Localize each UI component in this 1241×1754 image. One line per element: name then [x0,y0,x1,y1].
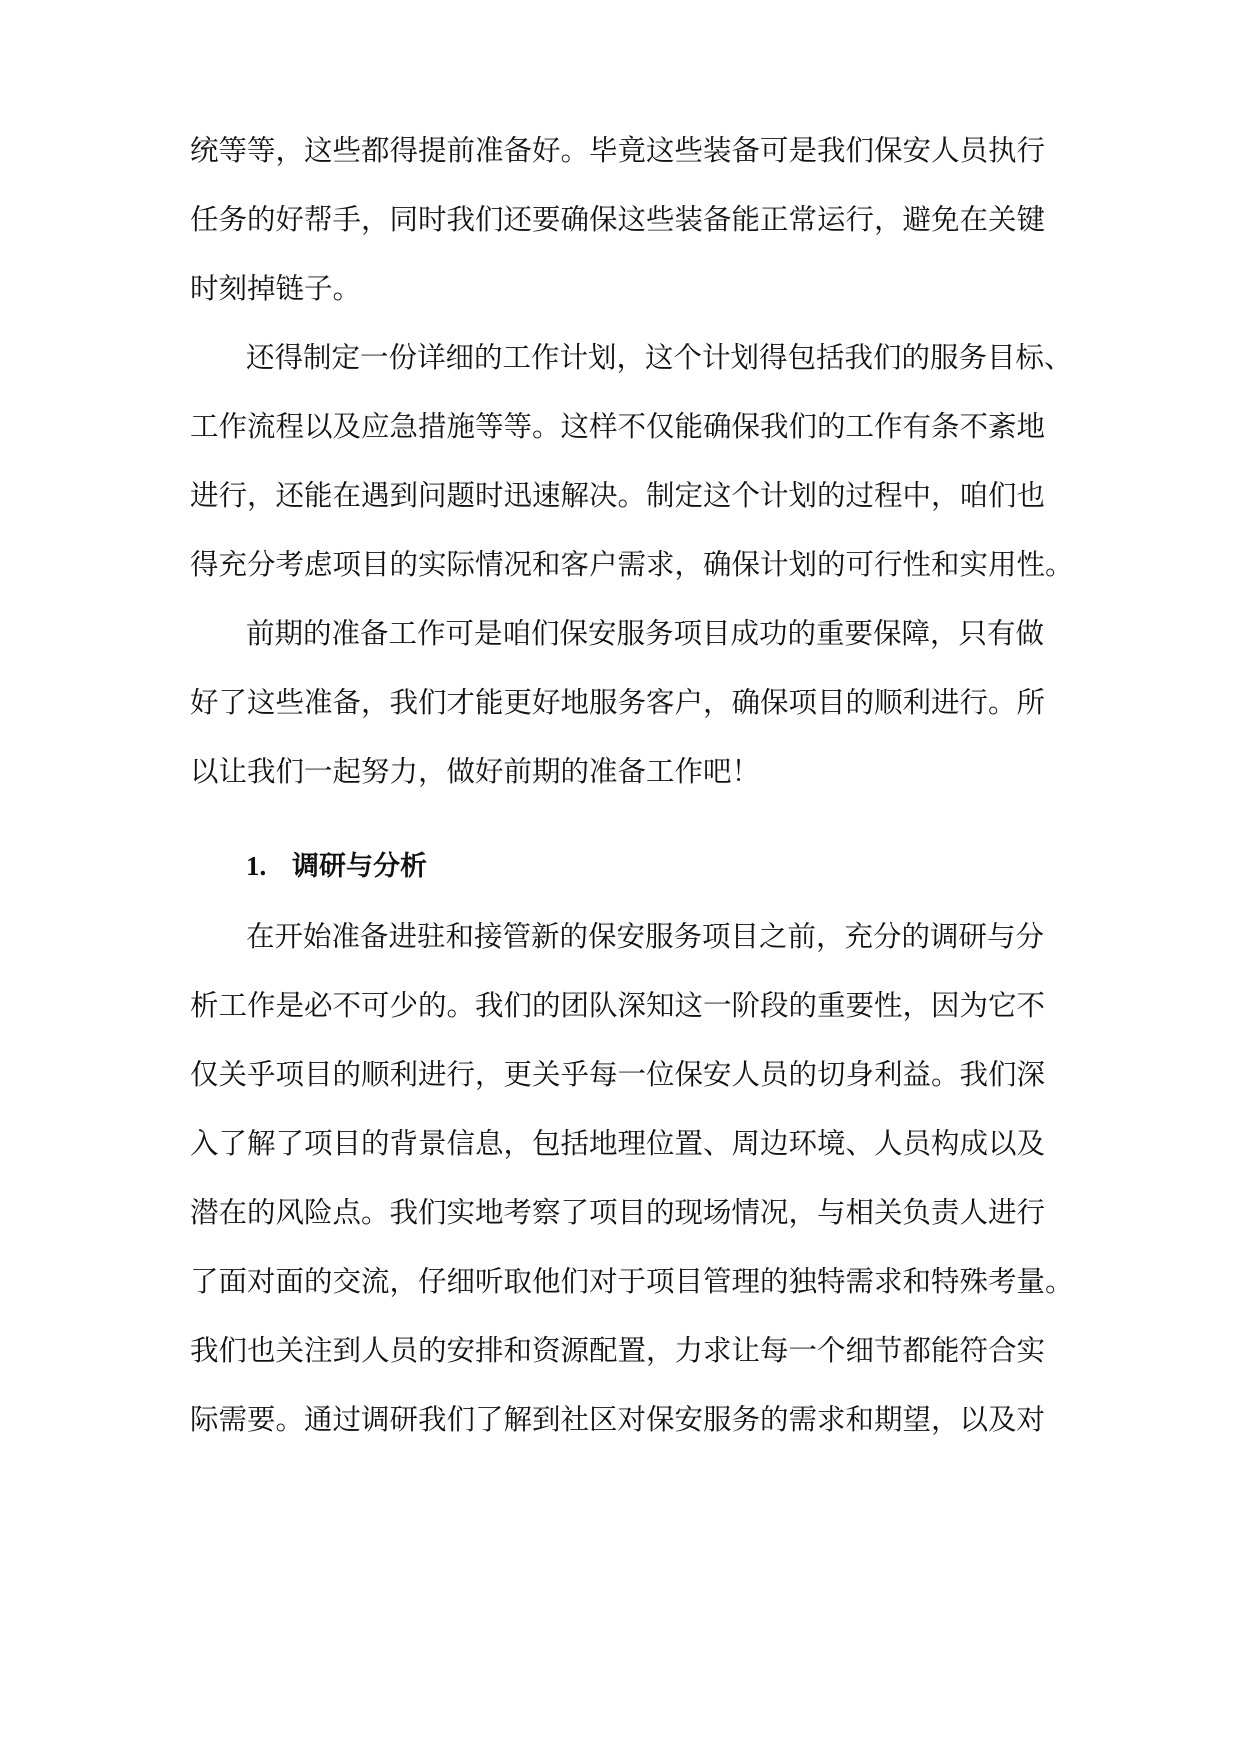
paragraph-4-line-2: 析工作是必不可少的。我们的团队深知这一阶段的重要性，因为它不 [190,989,1046,1022]
paragraph-2-line-4: 得充分考虑项目的实际情况和客户需求，确保计划的可行性和实用性。 [190,548,1074,581]
paragraph-4-line-1: 在开始准备进驻和接管新的保安服务项目之前，充分的调研与分 [246,920,1045,953]
paragraph-1-line-1: 统等等，这些都得提前准备好。毕竟这些装备可是我们保安人员执行 [190,134,1046,167]
section-title: 调研与分析 [292,851,427,882]
paragraph-2-line-3: 进行，还能在遇到问题时迅速解决。制定这个计划的过程中，咱们也 [190,479,1046,512]
paragraph-4-line-4: 入了解了项目的背景信息，包括地理位置、周边环境、人员构成以及 [190,1127,1046,1160]
paragraph-1-line-2: 任务的好帮手，同时我们还要确保这些装备能正常运行，避免在关键 [190,203,1046,236]
paragraph-3-line-2: 好了这些准备，我们才能更好地服务客户，确保项目的顺利进行。所 [190,686,1046,719]
paragraph-4-line-3: 仅关乎项目的顺利进行，更关乎每一位保安人员的切身利益。我们深 [190,1058,1046,1091]
paragraph-2-line-1: 还得制定一份详细的工作计划，这个计划得包括我们的服务目标、 [246,341,1073,374]
section-number: 1. [246,851,267,881]
paragraph-2-line-2: 工作流程以及应急措施等等。这样不仅能确保我们的工作有条不紊地 [190,410,1046,443]
section-heading [246,846,427,887]
paragraph-3-line-3: 以让我们一起努力，做好前期的准备工作吧！ [190,755,761,788]
paragraph-4-line-7: 我们也关注到人员的安排和资源配置，力求让每一个细节都能符合实 [190,1334,1046,1367]
paragraph-3-line-1: 前期的准备工作可是咱们保安服务项目成功的重要保障，只有做 [246,617,1045,650]
paragraph-1-line-3: 时刻掉链子。 [190,272,362,305]
paragraph-4-line-6: 了面对面的交流，仔细听取他们对于项目管理的独特需求和特殊考量。 [190,1265,1074,1298]
paragraph-4-line-5: 潜在的风险点。我们实地考察了项目的现场情况，与相关负责人进行 [190,1196,1046,1229]
paragraph-4-line-8: 际需要。通过调研我们了解到社区对保安服务的需求和期望，以及对 [190,1403,1046,1436]
